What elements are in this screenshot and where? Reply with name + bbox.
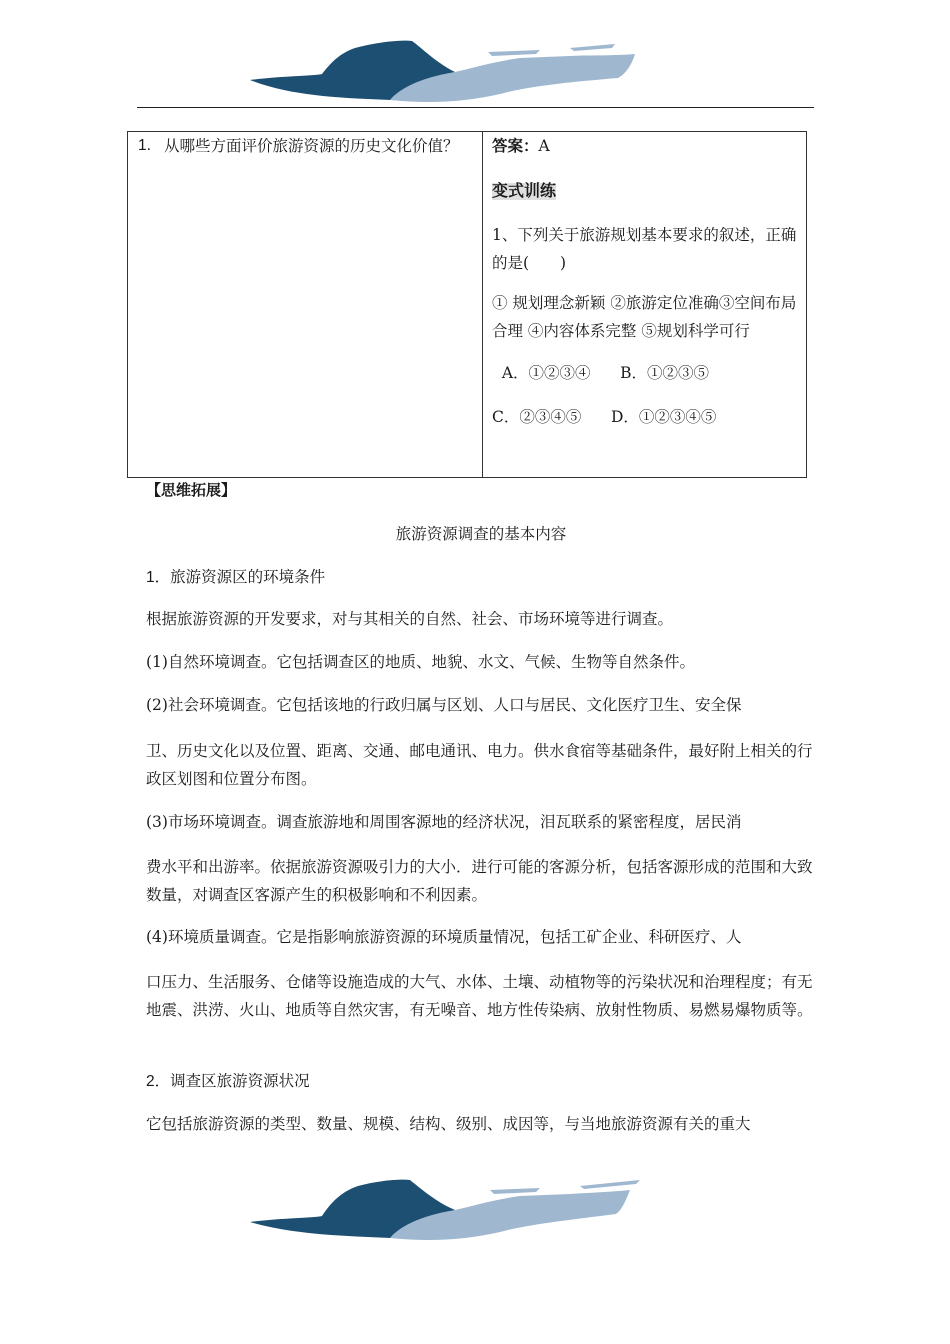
paragraph-intro: 根据旅游资源的开发要求，对与其相关的自然、社会、市场环境等进行调查。: [146, 610, 674, 628]
paragraph-market-line2: 费水平和出游率。依据旅游资源吸引力的大小．进行可能的客源分析，包括客源形成的范围和大致数量，对调查区客源产生的积极影响和不利因素。: [146, 858, 813, 904]
header-logo: [240, 36, 650, 116]
question-number: 1.: [138, 137, 151, 154]
paragraph-quality-line2: 口压力、生活服务、仓储等设施造成的大气、水体、土壤、动植物等的污染状况和治理程度；有无地震、洪涝、火山、地质等自然灾害，有无噪音、地方性传染病、放射性物质、易燃易爆物质等。: [146, 973, 813, 1019]
section-2-title: 调查区旅游资源状况: [170, 1072, 310, 1090]
paragraph-market-line1: (3)市场环境调查。调查旅游地和周围客源地的经济状况，泪瓦联系的紧密程度，居民消: [146, 813, 742, 831]
question-cell: [128, 132, 483, 478]
variant-options: ① 规划理念新颖 ②旅游定位准确③空间布局合理 ④内容体系完整 ⑤规划科学可行: [492, 294, 797, 340]
answer-value: A: [538, 137, 550, 155]
choice-c: C．②③④⑤: [492, 408, 582, 426]
paragraph-resources: 它包括旅游资源的类型、数量、规模、结构、级别、成因等，与当地旅游资源有关的重大: [146, 1115, 751, 1133]
logo-light-streak: [488, 50, 540, 56]
section-1-heading: [146, 563, 816, 592]
qa-table: [127, 131, 807, 478]
logo-light-streak: [580, 1180, 640, 1189]
paragraph-social-line2: 卫、历史文化以及位置、距离、交通、邮电通讯、电力。供水食宿等基础条件，最好附上相关的行政区划图和位置分布图。: [146, 742, 813, 788]
footer-logo: [240, 1172, 650, 1252]
logo-light-streak: [490, 1188, 540, 1194]
section-2-heading: [146, 1067, 816, 1096]
variant-question: 1、下列关于旅游规划基本要求的叙述，正确的是( ): [492, 226, 797, 272]
choice-d: D．①②③④⑤: [610, 408, 717, 426]
answer-line: [492, 132, 798, 161]
section-1-title: 旅游资源区的环境条件: [170, 568, 326, 586]
extension-heading: 【思维拓展】: [146, 482, 237, 499]
paragraph-quality-line1: (4)环境质量调查。它是指影响旅游资源的环境质量情况，包括工矿企业、科研医疗、人: [146, 928, 742, 946]
section-2-number: 2．: [146, 1073, 171, 1090]
choice-row-1: [492, 359, 798, 387]
answer-label: 答案：: [492, 138, 539, 155]
extension-title: 旅游资源调查的基本内容: [395, 525, 567, 543]
question: [138, 132, 474, 160]
choice-b: B．①②③⑤: [620, 364, 710, 382]
answer-cell: [483, 132, 807, 478]
paragraph-natural: (1)自然环境调查。它包括调查区的地质、地貌、水文、气候、生物等自然条件。: [146, 653, 695, 671]
header-rule: [137, 107, 814, 108]
section-1-number: 1．: [146, 569, 171, 586]
choice-row-2: [492, 403, 798, 431]
question-text: 从哪些方面评价旅游资源的历史文化价值？: [164, 137, 459, 155]
paragraph-social-line1: (2)社会环境调查。它包括该地的行政归属与区划、人口与居民、文化医疗卫生、安全保: [146, 696, 742, 714]
choice-a: A．①②③④: [501, 364, 591, 382]
variant-heading: 变式训练: [492, 183, 557, 200]
logo-light-streak: [570, 44, 615, 51]
variant-heading-line: [492, 177, 798, 206]
